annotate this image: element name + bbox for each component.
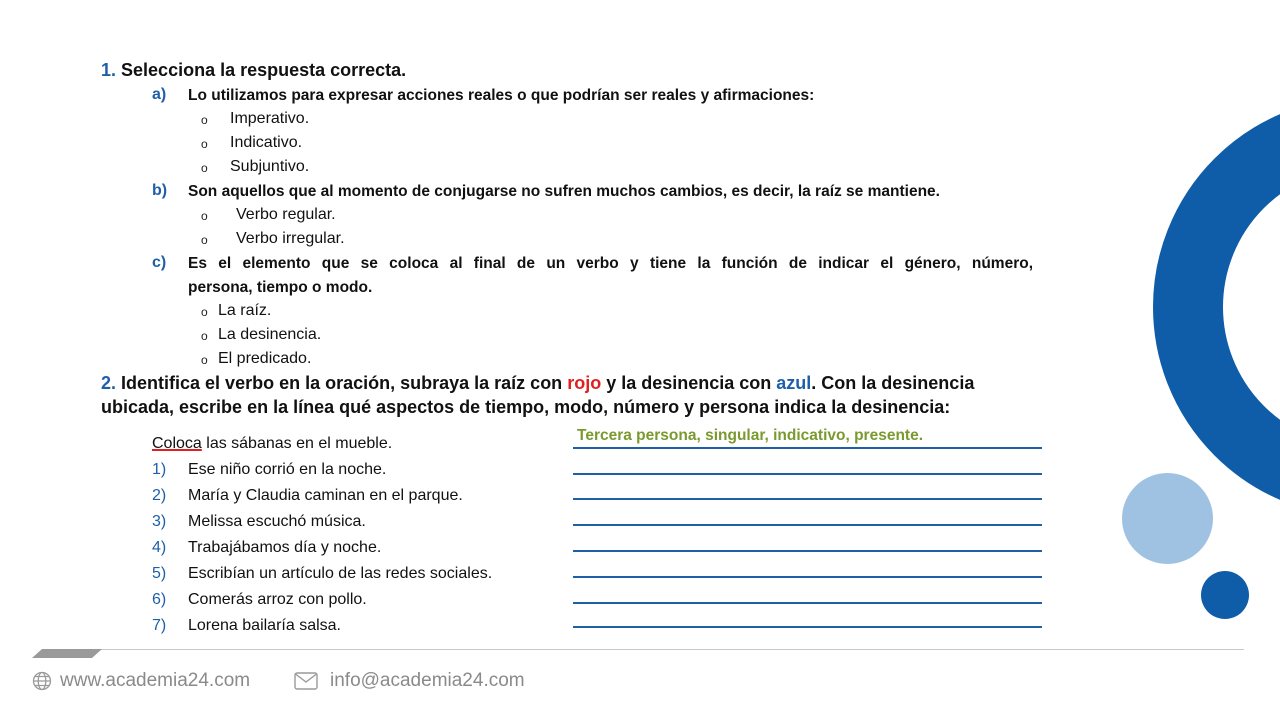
exercise-number: 6) <box>152 591 167 608</box>
blue-word: azul <box>776 373 812 393</box>
bullet-icon: o <box>201 329 208 343</box>
exercise-number: 7) <box>152 617 167 634</box>
question-2-text-part1: Identifica el verbo en la oración, subraya la raíz con <box>121 373 568 393</box>
bullet-icon: o <box>201 161 208 175</box>
item-b-option-2: Verbo irregular. <box>236 230 345 247</box>
item-c-option-2: La desinencia. <box>218 326 322 343</box>
item-b-option-1: Verbo regular. <box>236 206 336 223</box>
item-a-option-3: Subjuntivo. <box>230 158 310 175</box>
question-1-number: 1. <box>101 60 117 80</box>
decorative-small-circle <box>1201 571 1249 619</box>
item-b-letter: b) <box>152 182 168 199</box>
question-1-title <box>101 60 406 81</box>
footer-email[interactable]: info@academia24.com <box>330 670 525 691</box>
question-2-title-line1 <box>101 373 974 394</box>
bullet-icon: o <box>201 305 208 319</box>
question-1-text: Selecciona la respuesta correcta. <box>121 60 407 80</box>
footer-website[interactable]: www.academia24.com <box>60 670 251 691</box>
item-c-letter: c) <box>152 254 167 271</box>
bullet-icon: o <box>201 137 208 151</box>
bullet-icon: o <box>201 209 208 223</box>
decorative-light-circle <box>1122 473 1213 564</box>
exercise-sentence: Melissa escuchó música. <box>188 513 366 530</box>
answer-line[interactable] <box>573 602 1042 604</box>
question-2-title-line2: ubicada, escribe en la línea qué aspectos de tiempo, modo, número y persona indica la desinencia: <box>101 397 951 417</box>
answer-line[interactable] <box>573 576 1042 578</box>
bullet-icon: o <box>201 233 208 247</box>
mail-icon <box>294 672 318 690</box>
exercise-number: 4) <box>152 539 167 556</box>
item-c-option-3: El predicado. <box>218 350 312 367</box>
footer-accent-bar <box>32 649 102 658</box>
exercise-sentence: Trabajábamos día y noche. <box>188 539 382 556</box>
example-rest: las sábanas en el mueble. <box>201 435 393 452</box>
answer-line[interactable] <box>573 550 1042 552</box>
exercise-number: 3) <box>152 513 167 530</box>
item-a-letter: a) <box>152 86 167 103</box>
question-2-text-part2: y la desinencia con <box>601 373 777 393</box>
item-a-option-1: Imperativo. <box>230 110 310 127</box>
item-a-text: Lo utilizamos para expresar acciones reales o que podrían ser reales y afirmaciones: <box>188 87 815 104</box>
example-answer: Tercera persona, singular, indicativo, presente. <box>577 427 924 444</box>
answer-line[interactable] <box>573 498 1042 500</box>
exercise-number: 2) <box>152 487 167 504</box>
example-sentence <box>152 435 392 453</box>
exercise-sentence: Comerás arroz con pollo. <box>188 591 367 608</box>
exercise-sentence: Escribían un artículo de las redes sociales. <box>188 565 493 582</box>
exercise-number: 1) <box>152 461 167 478</box>
globe-icon <box>32 671 52 691</box>
answer-line[interactable] <box>573 473 1042 475</box>
exercise-sentence: Ese niño corrió en la noche. <box>188 461 387 478</box>
answer-line[interactable] <box>573 626 1042 628</box>
question-2-text-part3: . Con la desinencia <box>811 373 975 393</box>
example-verb: Coloca <box>152 435 202 452</box>
bullet-icon: o <box>201 353 208 367</box>
item-a-option-2: Indicativo. <box>230 134 303 151</box>
decorative-ring <box>1150 100 1280 520</box>
footer-divider <box>100 649 1244 650</box>
item-c-text-line1: Es el elemento que se coloca al final de un verbo y tiene la función de indicar el género, número, <box>188 255 1033 272</box>
red-word: rojo <box>567 373 602 393</box>
bullet-icon: o <box>201 113 208 127</box>
item-c-text-line2: persona, tiempo o modo. <box>188 279 373 296</box>
exercise-number: 5) <box>152 565 167 582</box>
exercise-sentence: Lorena bailaría salsa. <box>188 617 341 634</box>
answer-line[interactable] <box>573 524 1042 526</box>
item-b-text: Son aquellos que al momento de conjugarse no sufren muchos cambios, es decir, la raíz se mantiene. <box>188 183 940 200</box>
exercise-sentence: María y Claudia caminan en el parque. <box>188 487 463 504</box>
answer-line-example <box>573 447 1042 449</box>
item-c-option-1: La raíz. <box>218 302 272 319</box>
question-2-number: 2. <box>101 373 117 393</box>
